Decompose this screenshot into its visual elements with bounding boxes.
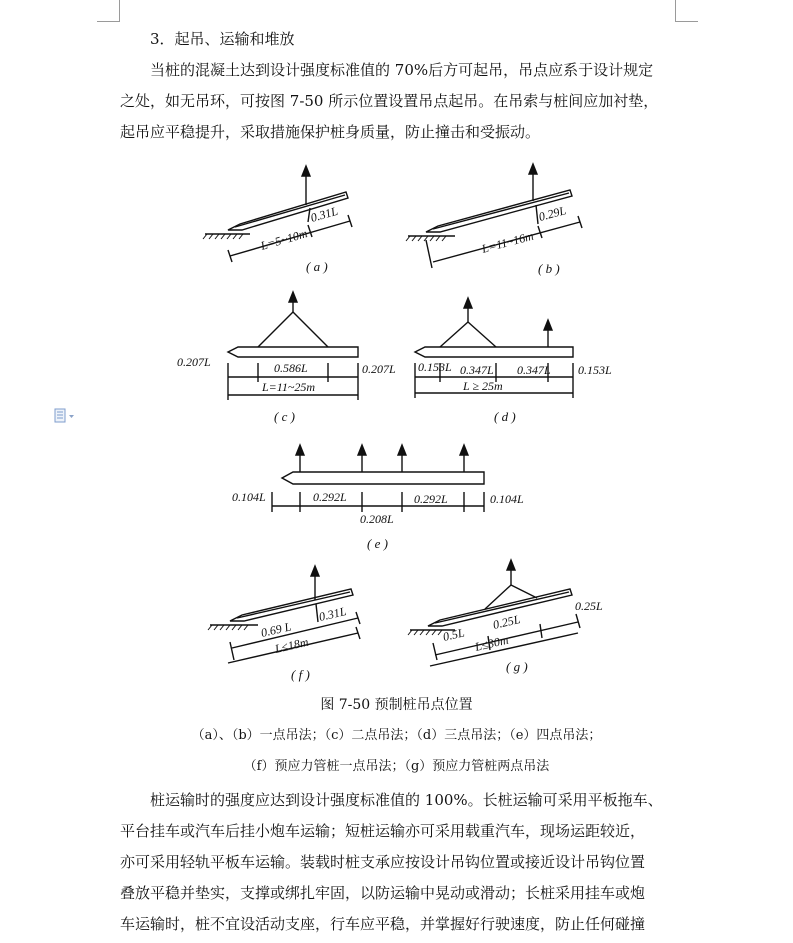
lifting-points-figure (170, 150, 640, 690)
paragraph-2-line-3: 亦可采用轻轨平板车运输。装载时桩支承应按设计吊钩位置或接近设计吊钩位置 (120, 853, 646, 871)
paragraph-2-line-2: 平台挂车或汽车后挂小炮车运输；短桩运输亦可采用载重汽车，现场运距较近， (120, 822, 646, 840)
fig-e-mid-label: 0.208L (360, 512, 394, 526)
fig-g-caption: ( g ) (506, 659, 528, 674)
fig-e-caption: ( e ) (367, 536, 388, 551)
fig-c-right-label: 0.207L (362, 362, 396, 376)
fig-c-left-label: 0.207L (177, 355, 211, 369)
fig-g-s3-label: 0.25L (575, 599, 603, 613)
paragraph-2-line-5: 车运输时，桩不宜设活动支座，行车应平稳，并掌握好行驶速度，防止任何碰撞 (120, 915, 646, 933)
corner-mark-top-right (675, 0, 676, 22)
corner-mark-top-left (119, 0, 120, 22)
fig-f-s2-label: 0.31L (317, 604, 348, 624)
figure-e-diagram (272, 445, 484, 512)
fig-c-mid-label: 0.586L (274, 361, 308, 375)
fig-a-seg-label: 0.31L (308, 203, 340, 225)
fig-c-total-label: L=11~25m (262, 380, 316, 394)
paragraph-1-line-1: 当桩的混凝土达到设计强度标准值的 70%后方可起吊，吊点应系于设计规定 (150, 61, 654, 79)
fig-d-total-label: L ≥ 25m (463, 379, 503, 393)
fig-e-s1-label: 0.104L (232, 490, 266, 504)
fig-d-s3-label: 0.347L (517, 363, 551, 377)
figure-notes-line-1: （a）、（b）一点吊法；（c）二点吊法；（d）三点吊法；（e）四点吊法； (191, 728, 602, 743)
figure-notes-line-2: （f）预应力管桩一点吊法；（g）预应力管桩两点吊法 (243, 759, 550, 774)
fig-f-s1-label: 0.69 L (259, 619, 293, 640)
fig-a-total-label: L=5~10m (258, 226, 309, 253)
paragraph-1-line-3: 起吊应平稳提升，采取措施保护桩身质量，防止撞击和受振动。 (120, 123, 541, 141)
section-heading: 3．起吊、运输和堆放 (150, 30, 295, 48)
fig-g-total-label: L≤30m (473, 632, 510, 654)
fig-d-caption: ( d ) (494, 409, 516, 424)
figure-g-diagram (408, 560, 580, 666)
fig-b-total-label: L=11~16m (480, 228, 536, 256)
fig-b-seg-label: 0.29L (537, 203, 568, 224)
fig-c-caption: ( c ) (274, 409, 295, 424)
fig-b-caption: ( b ) (538, 261, 560, 276)
paragraph-1-line-2: 之处，如无吊环，可按图 7-50 所示位置设置吊点起吊。在吊索与桩间应加衬垫， (120, 92, 659, 110)
fig-g-s2-label: 0.25L (491, 612, 522, 632)
fig-a-caption: ( a ) (306, 259, 328, 274)
paragraph-2-line-1: 桩运输时的强度应达到设计强度标准值的 100%。长桩运输可采用平板拖车、 (150, 791, 663, 809)
paragraph-2-line-4: 叠放平稳并垫实，支撑或绑扎牢固，以防运输中晃动或滑动；长桩采用挂车或炮 (120, 884, 646, 902)
fig-e-s3-label: 0.292L (414, 492, 448, 506)
fig-d-s4-label: 0.153L (578, 363, 612, 377)
fig-d-s1-label: 0.153L (418, 360, 452, 374)
figure-title: 图 7-50 预制桩吊点位置 (320, 697, 473, 713)
corner-mark-top-right-h (675, 21, 698, 22)
fig-e-s2-label: 0.292L (313, 490, 347, 504)
document-options-icon[interactable] (54, 408, 76, 424)
fig-f-total-label: L≤18m (273, 634, 310, 656)
fig-f-caption: ( f ) (291, 667, 310, 682)
fig-d-s2-label: 0.347L (460, 363, 494, 377)
corner-mark-top-left-h (97, 21, 120, 22)
fig-g-s1-label: 0.5L (441, 625, 466, 644)
fig-e-s4-label: 0.104L (490, 492, 524, 506)
